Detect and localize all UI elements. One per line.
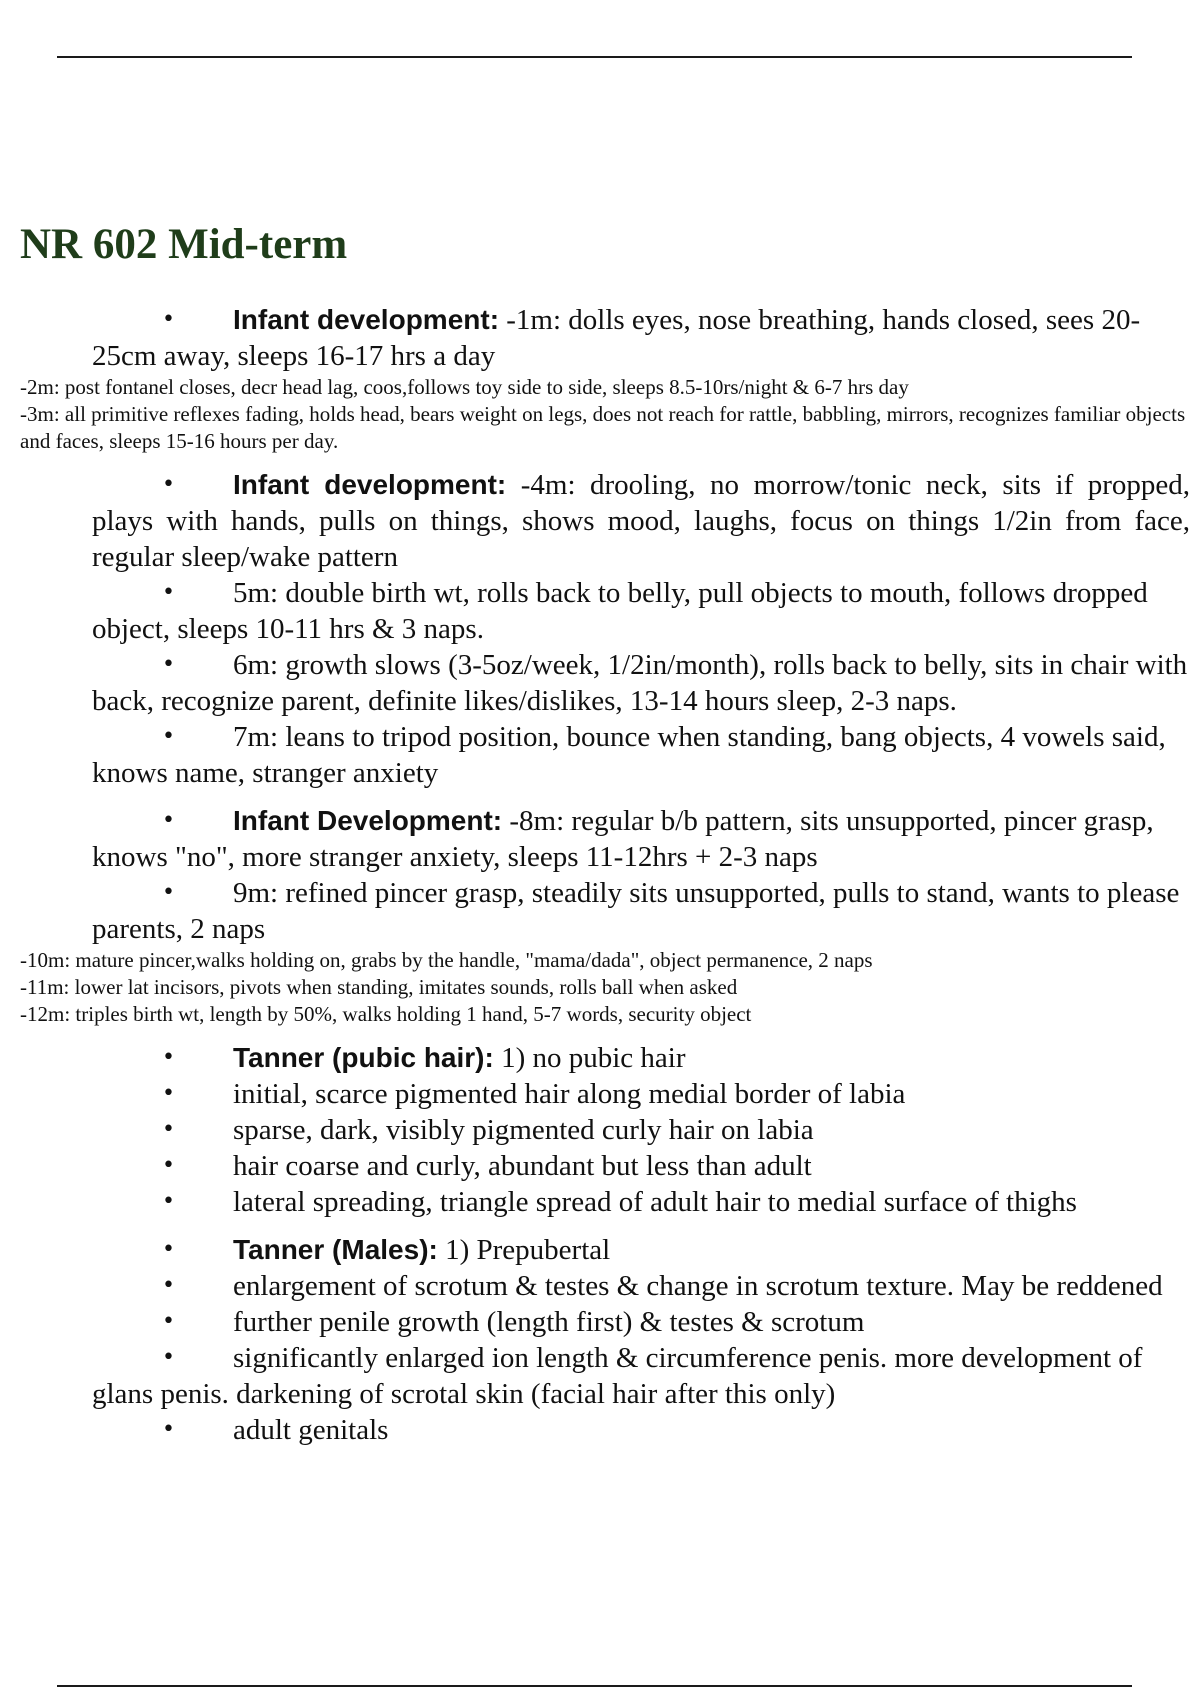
bullet-infant-4m xyxy=(0,467,1200,575)
bullet-icon: • xyxy=(162,880,175,905)
bullet-icon: • xyxy=(162,1237,175,1262)
bullet-text: 9m: refined pincer grasp, steadily sits unsupported, pulls to stand, wants to please parents, 2 naps xyxy=(92,877,1180,945)
bullet-icon: • xyxy=(162,808,175,833)
list-item xyxy=(0,1076,1200,1112)
bullet-icon: • xyxy=(162,1345,175,1370)
bullet-infant-8m xyxy=(0,803,1200,875)
bullet-icon: • xyxy=(162,1081,175,1106)
bullet-icon: • xyxy=(162,472,175,497)
bullet-text: -4m: drooling, no morrow/tonic neck, sits if propped, plays with hands, pulls on things, shows mood, laughs, focus on things 1/2in from face, regular sleep/wake pattern xyxy=(92,469,1191,573)
bullet-text: 7m: leans to tripod position, bounce when standing, bang objects, 4 vowels said, knows name, stranger anxiety xyxy=(92,721,1166,789)
bullet-text: hair coarse and curly, abundant but less than adult xyxy=(233,1150,812,1182)
bullet-text: 1) no pubic hair xyxy=(493,1042,686,1074)
bullet-icon: • xyxy=(162,1045,175,1070)
bottom-rule xyxy=(57,1685,1132,1687)
list-item xyxy=(0,1184,1200,1220)
bullet-text: initial, scarce pigmented hair along medial border of labia xyxy=(233,1078,906,1110)
bullet-icon: • xyxy=(162,724,175,749)
bullet-text: significantly enlarged ion length & circumference penis. more development of glans penis. darkening of scrotal skin (facial hair after this only) xyxy=(92,1342,1143,1410)
list-item xyxy=(0,1340,1200,1412)
list-item xyxy=(0,1148,1200,1184)
page-title: NR 602 Mid-term xyxy=(20,221,348,268)
bullet-icon: • xyxy=(162,652,175,677)
bullet-icon: • xyxy=(162,1273,175,1298)
bullet-text: lateral spreading, triangle spread of adult hair to medial surface of thighs xyxy=(233,1186,1077,1218)
bullet-icon: • xyxy=(162,580,175,605)
bullet-text: -8m: regular b/b pattern, sits unsupported, pincer grasp, knows "no", more stranger anxiety, sleeps 11-12hrs + 2-3 naps xyxy=(92,805,1154,873)
bullet-tanner-pubic xyxy=(0,1040,1200,1076)
bullet-text: 1) Prepubertal xyxy=(437,1234,611,1266)
bullet-icon: • xyxy=(162,1417,175,1442)
bullet-text: -1m: dolls eyes, nose breathing, hands closed, sees 20-25cm away, sleeps 16-17 hrs a day xyxy=(92,304,1141,372)
bullet-5m xyxy=(0,575,1200,647)
line-12m: -12m: triples birth wt, length by 50%, walks holding 1 hand, 5-7 words, security object xyxy=(20,1002,752,1026)
section-label: Infant Development: xyxy=(233,805,503,836)
line-11m: -11m: lower lat incisors, pivots when standing, imitates sounds, rolls ball when asked xyxy=(20,975,738,999)
bullet-text: further penile growth (length first) & testes & scrotum xyxy=(233,1306,865,1338)
bullet-icon: • xyxy=(162,1189,175,1214)
bullet-tanner-males xyxy=(0,1232,1200,1268)
document-body xyxy=(0,302,1200,1448)
section-label: Tanner (Males): xyxy=(233,1234,438,1265)
bullet-icon: • xyxy=(162,1153,175,1178)
line-2m: -2m: post fontanel closes, decr head lag, coos,follows toy side to side, sleeps 8.5-10rs/night & 6-7 hrs day xyxy=(20,375,909,399)
bullet-icon: • xyxy=(162,307,175,332)
list-item xyxy=(0,1412,1200,1448)
top-rule xyxy=(57,56,1132,58)
bullet-6m xyxy=(0,647,1200,719)
bullet-text: 5m: double birth wt, rolls back to belly, pull objects to mouth, follows dropped object, sleeps 10-11 hrs & 3 naps. xyxy=(92,577,1148,645)
bullet-text: 6m: growth slows (3-5oz/week, 1/2in/month), rolls back to belly, sits in chair with back, recognize parent, definite likes/dislikes, 13-14 hours sleep, 2-3 naps. xyxy=(92,649,1188,717)
bullet-text: adult genitals xyxy=(233,1414,389,1446)
list-item xyxy=(0,1304,1200,1340)
bullet-text: enlargement of scrotum & testes & change in scrotum texture. May be reddened xyxy=(233,1270,1163,1302)
bullet-infant-1m xyxy=(0,302,1200,374)
list-item xyxy=(0,1112,1200,1148)
section-label: Infant development: xyxy=(233,469,507,500)
line-10m: -10m: mature pincer,walks holding on, grabs by the handle, "mama/dada", object permanence, 2 naps xyxy=(20,948,873,972)
section-label: Tanner (pubic hair): xyxy=(233,1042,494,1073)
line-3m: -3m: all primitive reflexes fading, holds head, bears weight on legs, does not reach for rattle, babbling, mirrors, recognizes familiar objects and faces, sleeps 15-16 hours per day. xyxy=(20,402,1186,453)
list-item xyxy=(0,1268,1200,1304)
section-label: Infant development: xyxy=(233,304,500,335)
bullet-text: sparse, dark, visibly pigmented curly hair on labia xyxy=(233,1114,814,1146)
bullet-icon: • xyxy=(162,1117,175,1142)
bullet-7m xyxy=(0,719,1200,791)
bullet-9m xyxy=(0,875,1200,947)
bullet-icon: • xyxy=(162,1309,175,1334)
